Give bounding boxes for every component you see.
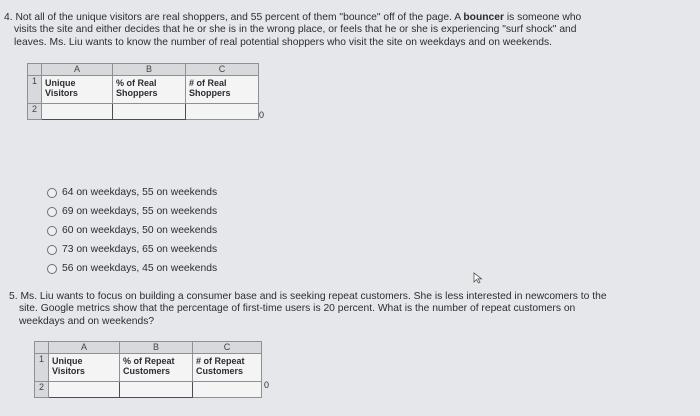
column-header-c: C bbox=[186, 64, 259, 76]
radio-button-icon[interactable] bbox=[47, 207, 57, 217]
row-number-1: 1 bbox=[35, 354, 49, 382]
cell-a2-input[interactable] bbox=[42, 104, 113, 120]
bold-term: bouncer bbox=[463, 12, 504, 23]
question-4-number: 4. bbox=[4, 12, 13, 23]
option-1[interactable]: 64 on weekdays, 55 on weekends bbox=[47, 183, 217, 202]
radio-button-icon[interactable] bbox=[47, 264, 57, 274]
cell-c2[interactable] bbox=[193, 382, 262, 398]
column-header-a: A bbox=[49, 342, 120, 354]
option-5[interactable]: 56 on weekdays, 45 on weekends bbox=[47, 259, 217, 278]
question-4-text: 4. Not all of the unique visitors are real shoppers, and 55 percent of them "bounce" off of the page. A bouncer is someone who visits the site and either decides that he or she is in the wrong place, or feels that he or she is experiencing "surf shock" and leaves. Ms. Liu wants to know the number of real potential shoppers who visit the site on weekdays and on weekends. bbox=[4, 12, 582, 48]
cell-c2-value: 0 bbox=[259, 110, 265, 120]
mouse-pointer-icon bbox=[473, 272, 483, 284]
radio-button-icon[interactable] bbox=[47, 226, 57, 236]
option-4[interactable]: 73 on weekdays, 65 on weekends bbox=[47, 240, 217, 259]
row-number-2: 2 bbox=[35, 382, 49, 398]
row-number-2: 2 bbox=[28, 104, 42, 120]
answer-options bbox=[47, 183, 217, 278]
cell-b1[interactable]: % of Real Shoppers bbox=[113, 76, 186, 104]
column-header-b: B bbox=[120, 342, 193, 354]
cell-b2-input[interactable] bbox=[120, 382, 193, 398]
cell-c2-value: 0 bbox=[264, 380, 270, 390]
cell-c1[interactable]: # of Real Shoppers bbox=[186, 76, 259, 104]
cell-c1[interactable]: # of Repeat Customers bbox=[193, 354, 262, 382]
spreadsheet-q4 bbox=[27, 63, 259, 120]
row-number-1: 1 bbox=[28, 76, 42, 104]
cell-a1[interactable]: Unique Visitors bbox=[49, 354, 120, 382]
spreadsheet-q5 bbox=[34, 341, 262, 398]
column-header-a: A bbox=[42, 64, 113, 76]
question-5-number: 5. bbox=[9, 291, 18, 302]
cell-b1[interactable]: % of Repeat Customers bbox=[120, 354, 193, 382]
cell-b2-input[interactable] bbox=[113, 104, 186, 120]
cell-a1[interactable]: Unique Visitors bbox=[42, 76, 113, 104]
column-header-b: B bbox=[113, 64, 186, 76]
option-2[interactable]: 69 on weekdays, 55 on weekends bbox=[47, 202, 217, 221]
cell-c2[interactable] bbox=[186, 104, 259, 120]
radio-button-icon[interactable] bbox=[47, 245, 57, 255]
question-5-text: 5. Ms. Liu wants to focus on building a consumer base and is seeking repeat customers. She is less interested in newcomers to the site. Google metrics show that the percentage of first-time users is 20 percent. What is the number of repeat customers on weekdays and on weekends? bbox=[9, 291, 607, 327]
cell-a2-input[interactable] bbox=[49, 382, 120, 398]
radio-button-icon[interactable] bbox=[47, 188, 57, 198]
column-header-c: C bbox=[193, 342, 262, 354]
option-3[interactable]: 60 on weekdays, 50 on weekends bbox=[47, 221, 217, 240]
